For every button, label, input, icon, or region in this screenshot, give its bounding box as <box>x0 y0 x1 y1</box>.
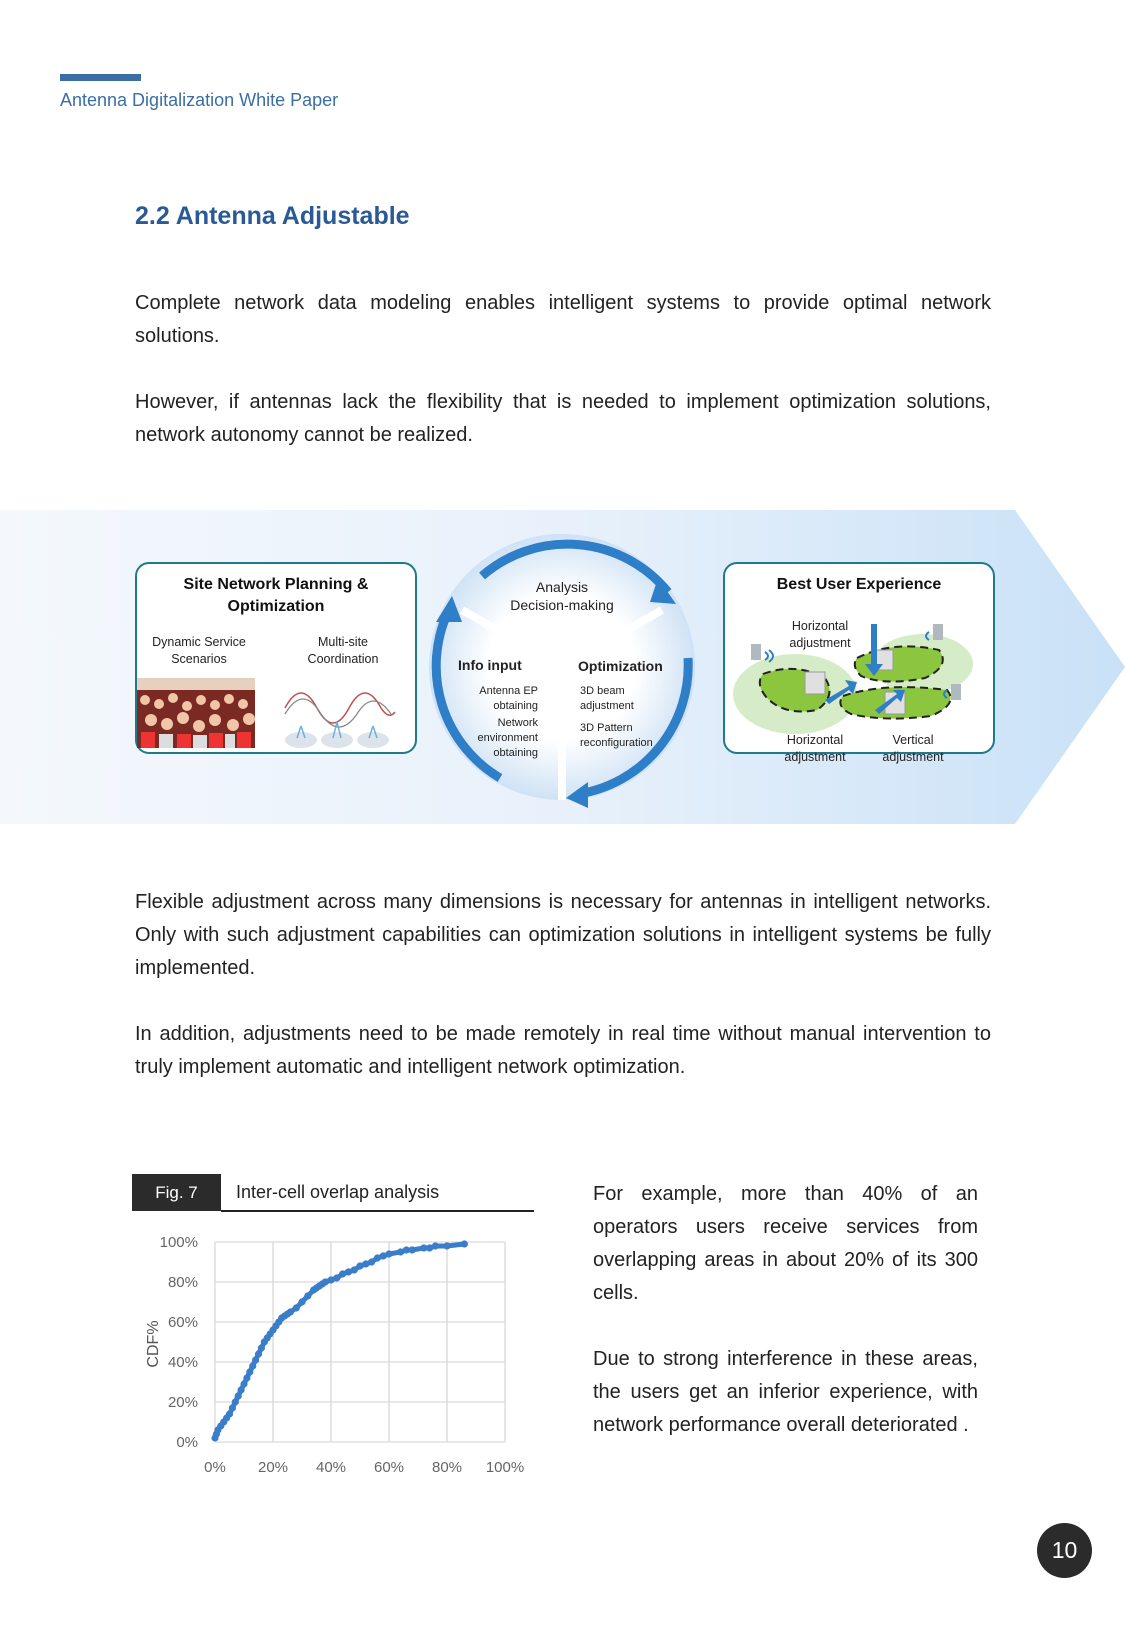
best-experience-title: Best User Experience <box>776 576 942 593</box>
dynamic-service-label-1: Dynamic Service <box>152 635 246 649</box>
optimization-item-3: 3D Pattern <box>580 722 633 734</box>
data-point-54 <box>461 1240 468 1247</box>
y-tick-label-2: 40% <box>167 1354 198 1371</box>
best-experience-box <box>723 562 995 764</box>
paragraph-2: However, if antennas lack the flexibility that is needed to implement optimization solutions, network autonomy cannot be realized. <box>135 391 991 446</box>
x-tick-label-4: 80% <box>431 1459 463 1476</box>
info-input-item-3: Network <box>497 717 538 729</box>
x-tick-label-5: 100% <box>485 1459 525 1476</box>
chart-grid <box>215 1242 505 1442</box>
analysis-label-2: Decision-making <box>510 597 614 613</box>
data-point-30 <box>304 1292 311 1299</box>
info-input-item-5: obtaining <box>493 747 538 759</box>
y-tick-label-0: 0% <box>176 1434 198 1451</box>
x-tick-label-3: 60% <box>373 1459 405 1476</box>
vertical-label-2: adjustment <box>882 750 944 764</box>
crowd-photo <box>137 678 255 748</box>
adjustment-diagram <box>0 510 1125 824</box>
multi-site-label-1: Multi-site <box>317 635 368 649</box>
info-input-title: Info input <box>458 657 522 673</box>
data-point-52 <box>432 1242 439 1249</box>
top-horizontal-label-1: Horizontal <box>791 619 849 633</box>
chart-points <box>211 1240 468 1441</box>
x-tick-label-1: 20% <box>257 1459 289 1476</box>
figure-title: Inter-cell overlap analysis <box>236 1182 440 1202</box>
top-horizontal-label-2: adjustment <box>789 636 851 650</box>
side-paragraph-2: Due to strong interference in these areas, the users get an inferior experience, with network performance overall deteriorated . <box>593 1348 978 1436</box>
site-planning-box <box>135 562 417 754</box>
paragraph-4: In addition, adjustments need to be made remotely in real time without manual intervention to truly implement automatic and intelligent network optimization. <box>135 1023 991 1078</box>
info-input-item-1: Antenna EP <box>479 685 538 697</box>
optimization-title: Optimization <box>578 658 663 674</box>
optimization-item-4: reconfiguration <box>580 737 653 749</box>
data-point-53 <box>443 1242 450 1249</box>
optimization-item-1: 3D beam <box>580 685 625 697</box>
bottom-horizontal-label-2: adjustment <box>784 750 846 764</box>
cdf-chart <box>132 1222 552 1492</box>
y-tick-label-4: 80% <box>167 1274 198 1291</box>
y-tick-label-3: 60% <box>167 1314 198 1331</box>
y-axis-label: CDF% <box>145 1320 162 1368</box>
header-accent-bar <box>60 74 141 81</box>
site-planning-title-1: Site Network Planning & <box>183 576 369 593</box>
multi-site-illustration <box>271 678 405 750</box>
data-point-46 <box>385 1250 392 1257</box>
info-input-item-2: obtaining <box>493 700 538 712</box>
document-title: Antenna Digitalization White Paper <box>60 90 339 110</box>
data-point-49 <box>409 1246 416 1253</box>
analysis-label-1: Analysis <box>535 579 589 595</box>
section-title: 2.2 Antenna Adjustable <box>135 202 410 230</box>
x-tick-label-0: 0% <box>204 1459 226 1476</box>
vertical-label-1: Vertical <box>892 733 934 747</box>
coverage-illustration <box>725 624 993 734</box>
figure-underline <box>221 1210 534 1212</box>
figure-label: Fig. 7 <box>132 1174 221 1211</box>
paragraph-3: Flexible adjustment across many dimensions is necessary for antennas in intelligent networks. Only with such adjustment capabilities can optimization solutions in intelligent systems be fully implemented. <box>135 891 991 979</box>
data-point-29 <box>298 1298 305 1305</box>
y-tick-label-1: 20% <box>167 1394 198 1411</box>
dynamic-service-label-2: Scenarios <box>171 652 227 666</box>
optimization-item-2: adjustment <box>580 700 634 712</box>
data-point-28 <box>293 1304 300 1311</box>
side-paragraph-1: For example, more than 40% of an operators users receive services from overlapping areas in about 20% of its 300 cells. <box>593 1183 978 1304</box>
y-tick-label-5: 100% <box>159 1234 198 1251</box>
info-input-item-4: environment <box>477 732 538 744</box>
page-number: 10 <box>1037 1523 1092 1578</box>
multi-site-label-2: Coordination <box>307 652 379 666</box>
paragraph-1: Complete network data modeling enables intelligent systems to provide optimal network solutions. <box>135 292 991 347</box>
bottom-horizontal-label-1: Horizontal <box>786 733 844 747</box>
site-planning-title-2: Optimization <box>227 598 325 615</box>
x-tick-label-2: 40% <box>315 1459 347 1476</box>
